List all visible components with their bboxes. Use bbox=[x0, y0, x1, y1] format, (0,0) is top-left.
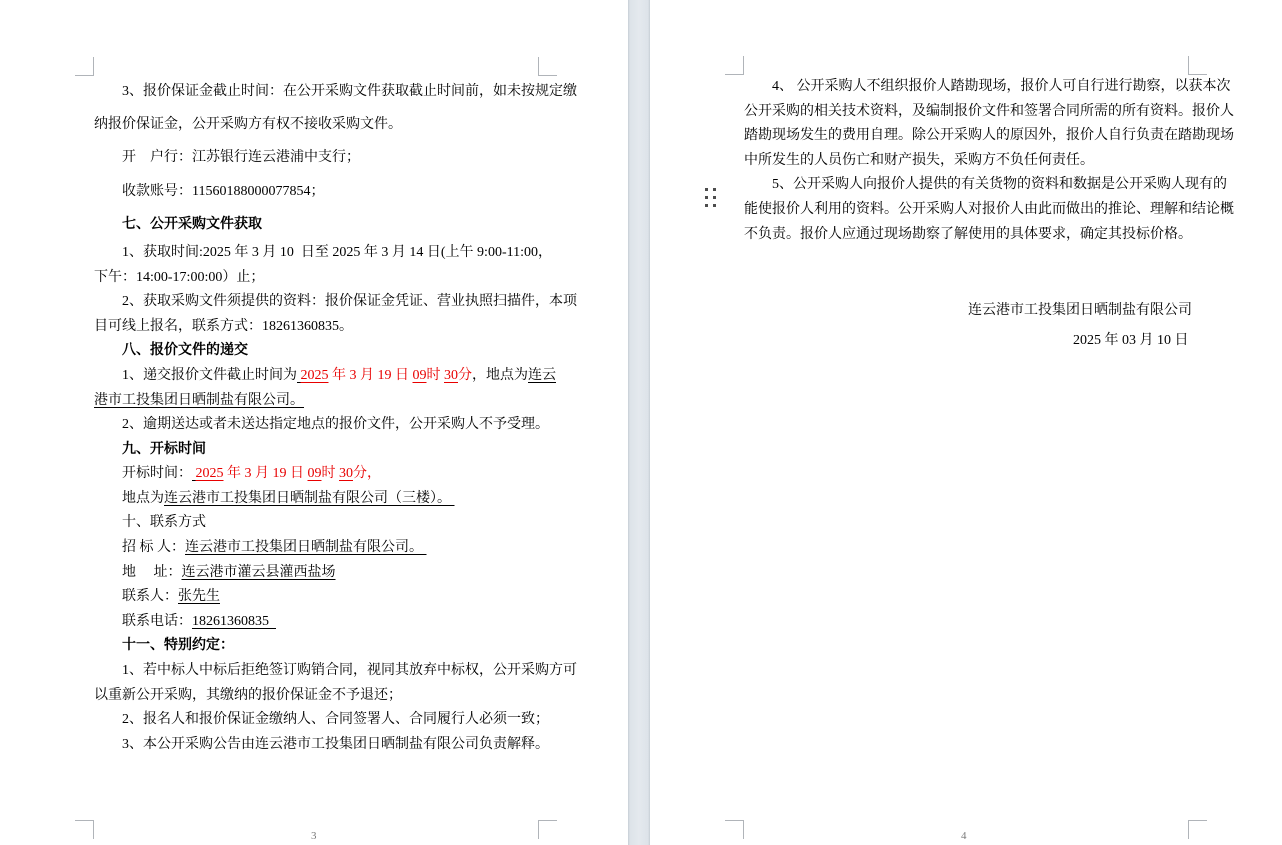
margin-crop-mark-left-bottom-left bbox=[75, 820, 94, 839]
text-run: 十、联系方式 bbox=[94, 515, 206, 531]
text-line bbox=[94, 561, 542, 586]
text-run: 09 bbox=[412, 367, 427, 383]
text-line bbox=[744, 100, 1234, 125]
text-line bbox=[94, 536, 542, 561]
text-run: 2、获取采购文件须提供的资料：报价保证金凭证、营业执照扫描件，本项 bbox=[94, 294, 577, 310]
text-run: 分， bbox=[353, 466, 381, 482]
text-section bbox=[94, 241, 577, 757]
text-run: 开标时间： bbox=[94, 466, 192, 482]
text-run: 联系人： bbox=[94, 589, 178, 605]
text-line bbox=[744, 296, 1192, 326]
margin-crop-mark-left-bottom-right bbox=[538, 820, 557, 839]
text-line bbox=[744, 272, 1192, 297]
text-run: 1、递交报价文件截止时间为 bbox=[94, 367, 297, 383]
text-line bbox=[94, 487, 542, 512]
text-run: 连云港市工投集团日晒制盐有限公司（三楼）。 bbox=[164, 490, 455, 506]
text-run: 踏勘现场发生的费用自理。除公开采购人的原因外，报价人自行负责在踏勘现场 bbox=[744, 128, 1234, 144]
text-line bbox=[94, 339, 542, 364]
text-section bbox=[744, 296, 1192, 356]
page-3-content bbox=[94, 75, 577, 757]
margin-crop-mark-right-bottom-right bbox=[1188, 820, 1207, 839]
text-line bbox=[94, 266, 542, 291]
text-run: 分 bbox=[458, 367, 472, 383]
margin-crop-mark-right-bottom-left bbox=[725, 820, 744, 839]
text-line bbox=[744, 223, 1192, 248]
text-line bbox=[94, 141, 542, 174]
text-run: 年 3 月 19 日 bbox=[223, 466, 308, 482]
text-line bbox=[94, 585, 542, 610]
text-line bbox=[94, 733, 549, 758]
text-run: 地点为 bbox=[94, 490, 164, 506]
text-run: 2025 bbox=[195, 466, 224, 482]
text-run: 收款账号：11560188000077854； bbox=[94, 183, 325, 199]
text-run: 张先生 bbox=[178, 589, 220, 605]
text-run: ，地点为 bbox=[472, 367, 528, 383]
text-run: 30 bbox=[444, 367, 458, 383]
text-run: 2025 bbox=[300, 367, 329, 383]
text-run: 地 址： bbox=[94, 564, 182, 580]
text-run: 开 户行：江苏银行连云港浦中支行； bbox=[94, 150, 360, 166]
page-gap bbox=[628, 0, 650, 845]
text-run: 连云港市工投集团日晒制盐有限公司。 bbox=[185, 540, 427, 556]
page-number-4: 4 bbox=[961, 830, 967, 842]
text-run: 七、公开采购文件获取 bbox=[122, 216, 262, 232]
text-run: 不负责。报价人应通过现场勘察了解使用的具体要求，确定其投标价格。 bbox=[744, 226, 1192, 242]
text-run bbox=[94, 343, 122, 358]
text-run: 港市工投集团日晒制盐有限公司。 bbox=[94, 392, 304, 408]
text-run: 联系电话： bbox=[94, 613, 192, 629]
text-run: 1、获取时间:2025 年 3 月 10 日至 2025 年 3 月 14 日(上午 9:00-11:00， bbox=[94, 244, 552, 260]
page-number-3: 3 bbox=[311, 830, 317, 842]
text-line bbox=[94, 75, 577, 108]
text-run bbox=[94, 217, 122, 232]
text-line bbox=[94, 315, 542, 340]
text-run bbox=[94, 638, 122, 653]
text-line bbox=[94, 108, 542, 141]
text-line bbox=[94, 511, 542, 536]
text-run: 时 bbox=[321, 466, 339, 482]
text-line bbox=[744, 149, 1192, 174]
text-run: 3、本公开采购公告由连云港市工投集团日晒制盐有限公司负责解释。 bbox=[94, 736, 549, 752]
text-run: 十一、特别约定： bbox=[122, 638, 234, 654]
text-line bbox=[744, 247, 1192, 272]
text-run: 下午：14:00-17:00:00）止； bbox=[94, 269, 265, 285]
text-run: 连云港市工投集团日晒制盐有限公司 bbox=[968, 303, 1192, 319]
text-run: 以重新公开采购，其缴纳的报价保证金不予退还； bbox=[94, 687, 402, 703]
margin-crop-mark-left-top-right bbox=[538, 57, 557, 76]
margin-crop-mark-left-top-left bbox=[75, 57, 94, 76]
margin-crop-mark-right-top-right bbox=[1188, 56, 1207, 75]
text-line bbox=[94, 659, 577, 684]
text-run: 2、逾期送达或者未送达指定地点的报价文件，公开采购人不予受理。 bbox=[94, 417, 549, 433]
margin-crop-mark-right-top-left bbox=[725, 56, 744, 75]
text-line bbox=[94, 684, 542, 709]
text-run: 1、若中标人中标后拒绝签订购销合同，视同其放弃中标权，公开采购方可 bbox=[94, 663, 577, 679]
text-section bbox=[744, 75, 1234, 296]
text-line bbox=[94, 708, 549, 733]
text-run: 九、开标时间 bbox=[122, 441, 206, 457]
text-line bbox=[94, 462, 542, 487]
text-run: 2、报名人和报价保证金缴纳人、合同签署人、合同履行人必须一致； bbox=[94, 712, 549, 728]
text-run: 连云港市灌云县灌西盐场 bbox=[181, 564, 336, 580]
text-line bbox=[94, 634, 542, 659]
text-run: 连云 bbox=[528, 367, 556, 383]
text-run: 公开采购的相关技术资料，及编制报价文件和签署合同所需的所有资料。报价人 bbox=[744, 103, 1234, 119]
text-line bbox=[94, 175, 542, 208]
text-line bbox=[744, 326, 1192, 356]
page-4-content bbox=[744, 75, 1234, 356]
text-line bbox=[94, 413, 549, 438]
text-line bbox=[94, 389, 542, 414]
text-run: 招 标 人： bbox=[94, 540, 185, 556]
text-line bbox=[94, 438, 542, 463]
text-run bbox=[94, 442, 122, 457]
text-run: 能使报价人利用的资料。公开采购人对报价人由此而做出的推论、理解和结论概 bbox=[744, 201, 1234, 217]
text-run: 4、 公开采购人不组织报价人踏勘现场，报价人可自行进行勘察，以获本次 bbox=[744, 79, 1231, 94]
text-run: 纳报价保证金，公开采购方有权不接收采购文件。 bbox=[94, 117, 402, 133]
text-run: 2025 年 03 月 10 日 bbox=[1073, 333, 1192, 349]
text-line bbox=[94, 290, 577, 315]
text-line bbox=[94, 208, 542, 241]
text-section bbox=[94, 75, 577, 241]
text-run: 18261360835 bbox=[192, 613, 276, 629]
autoscroll-origin-dots-icon bbox=[705, 188, 716, 207]
text-line bbox=[744, 75, 1231, 100]
text-run: 目可线上报名，联系方式：18261360835。 bbox=[94, 318, 353, 334]
text-run: 中所发生的人员伤亡和财产损失，采购方不负任何责任。 bbox=[744, 152, 1094, 168]
text-run: 30 bbox=[339, 466, 353, 482]
text-line bbox=[744, 124, 1234, 149]
text-run: 时 bbox=[426, 367, 444, 383]
text-line bbox=[94, 364, 556, 389]
text-line bbox=[744, 173, 1227, 198]
text-run: 5、公开采购人向报价人提供的有关货物的资料和数据是公开采购人现有的 bbox=[744, 177, 1227, 193]
text-line bbox=[94, 610, 542, 635]
text-run: 09 bbox=[307, 466, 322, 482]
text-run: 年 3 月 19 日 bbox=[328, 367, 413, 383]
text-run: 八、报价文件的递交 bbox=[122, 343, 248, 359]
text-run: 3、报价保证金截止时间：在公开采购文件获取截止时间前，如未按规定缴 bbox=[94, 84, 577, 99]
text-line bbox=[94, 241, 552, 266]
text-line bbox=[744, 198, 1234, 223]
